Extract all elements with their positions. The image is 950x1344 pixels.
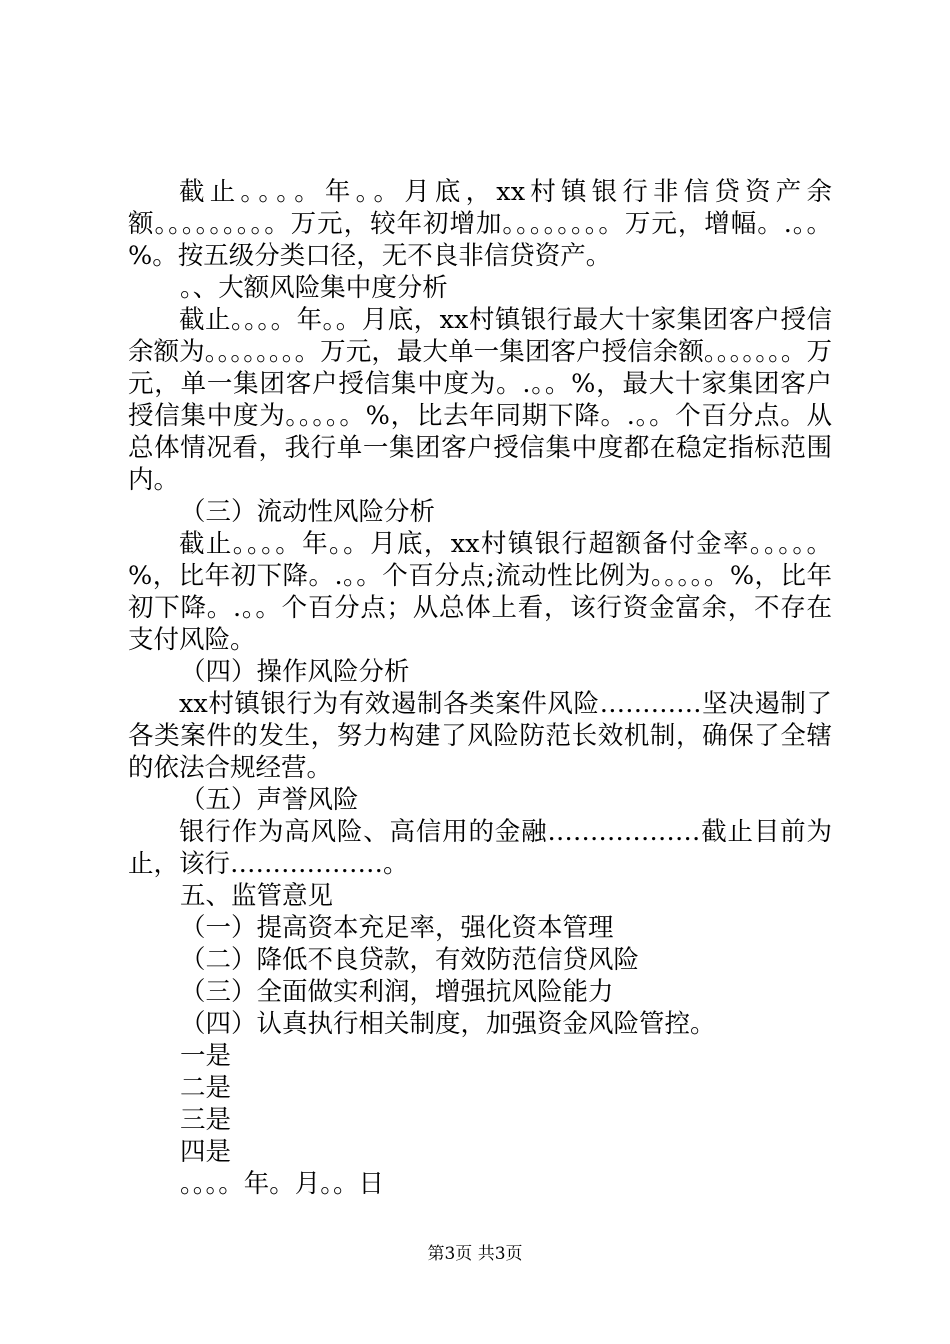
heading-operational-risk: （四）操作风险分析 xyxy=(180,657,410,687)
opinion-item-2: （二）降低不良贷款，有效防范信贷风险 xyxy=(180,945,640,975)
paragraph-reputation: 银行作为高风险、高信用的金融………………截止目前为止，该行………………。 xyxy=(128,817,832,879)
document-body xyxy=(128,176,832,1200)
opinion-item-3: （三）全面做实利润，增强抗风险能力 xyxy=(180,977,614,1007)
opinion-item-1: （一）提高资本充足率，强化资本管理 xyxy=(180,913,614,943)
date-line: 。。。。年。月。。日 xyxy=(180,1169,385,1199)
heading-supervision-opinions: 五、监管意见 xyxy=(180,881,334,911)
point-two: 二是 xyxy=(180,1073,232,1103)
opinion-item-4: （四）认真执行相关制度，加强资金风险管控。 xyxy=(180,1009,716,1039)
heading-reputation-risk: （五）声誉风险 xyxy=(180,785,359,815)
page-footer: 第3页 共3页 xyxy=(427,1244,523,1264)
point-one: 一是 xyxy=(180,1041,232,1071)
paragraph-operational: xx村镇银行为有效遏制各类案件风险…………坚决遏制了各类案件的发生，努力构建了风险防范长效机制，确保了全辖的依法合规经营。 xyxy=(128,689,832,783)
paragraph-liquidity: 截止。。。。年。。月底，xx村镇银行超额备付金率。。。。。%，比年初下降。.。。个百分点;流动性比例为。。。。。%，比年初下降。.。。个百分点；从总体上看，该行资金富余，不存在支付风险。 xyxy=(128,529,832,655)
paragraph-group-credit: 截止。。。。年。。月底，xx村镇银行最大十家集团客户授信余额为。。。。。。。。万元，最大单一集团客户授信余额。。。。。。。万元，单一集团客户授信集中度为。.。。%，最大十家集团客户授信集中度为。。。。。%，比去年同期下降。.。。个百分点。从总体情况看，我行单一集团客户授信集中度都在稳定指标范围内。 xyxy=(128,305,832,495)
heading-large-risk-concentration: 。、大额风险集中度分析 xyxy=(180,273,448,303)
point-four: 四是 xyxy=(180,1137,232,1167)
paragraph-non-credit-assets: 截止。。。。年。。月底，xx村镇银行非信贷资产余额。。。。。。。。。万元，较年初增加。。。。。。。。万元，增幅。.。。%。按五级分类口径，无不良非信贷资产。 xyxy=(128,177,832,271)
heading-liquidity-risk: （三）流动性风险分析 xyxy=(180,497,436,527)
point-three: 三是 xyxy=(180,1105,232,1135)
